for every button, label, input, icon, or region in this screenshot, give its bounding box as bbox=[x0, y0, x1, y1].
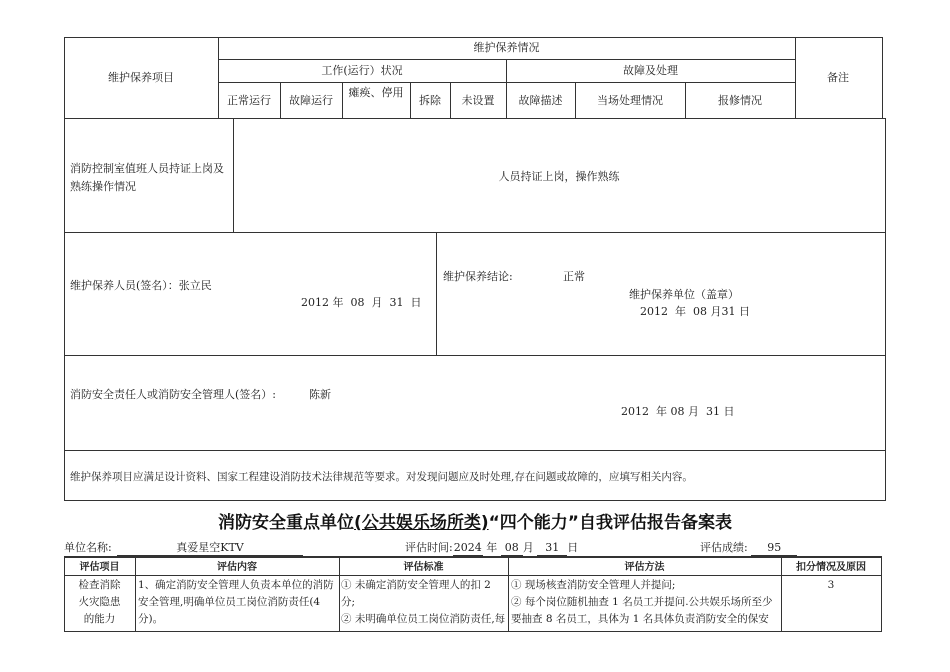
eval-project-line: 火灾隐患 bbox=[78, 596, 121, 608]
table-divider bbox=[64, 450, 886, 451]
eval-method-line: ② 每个岗位随机抽查 1 名员工并提问.公共娱乐场所至少 bbox=[511, 596, 773, 608]
row2-signer: 维护保养人员(签名）：张立民 bbox=[70, 279, 212, 292]
eval-method-line: ① 现场核查消防安全管理人并提问; bbox=[511, 579, 676, 591]
col-repair: 报修情况 bbox=[718, 94, 762, 107]
eval-project-cell bbox=[64, 577, 135, 628]
eval-year-suffix: 年 bbox=[486, 541, 498, 554]
row1-label: 消防控制室值班人员持证上岗及熟练操作情况 bbox=[70, 162, 224, 193]
title-suffix: “四个能力”自我评估报告备案表 bbox=[488, 513, 732, 533]
col-removed: 拆除 bbox=[419, 94, 441, 107]
table-divider bbox=[64, 232, 886, 233]
title-prefix: 消防安全重点单位 bbox=[218, 513, 355, 533]
unit-name-value: 真爱星空KTV bbox=[117, 541, 303, 556]
row2-conclusion-value: 正常 bbox=[563, 270, 585, 283]
eval-content-line: 分)。 bbox=[138, 613, 164, 625]
eval-standard-line: ① 未确定消防安全管理人的扣 2 bbox=[341, 579, 491, 591]
table-divider bbox=[64, 355, 886, 356]
row3-name: 陈新 bbox=[309, 388, 331, 401]
eval-day: 31 bbox=[537, 541, 567, 556]
eval-standard-line: 分; bbox=[341, 596, 356, 608]
eval-content-line: 安全管理,明确单位员工岗位消防责任(4 bbox=[138, 596, 321, 608]
row1-content: 人员持证上岗，操作熟练 bbox=[498, 170, 620, 183]
header-remarks: 备注 bbox=[827, 71, 849, 84]
eval-standard-line: ② 未明确单位员工岗位消防责任,每 bbox=[341, 613, 506, 625]
form-title bbox=[0, 508, 950, 533]
eval-method-line: 要抽查 8 名员工，具体为 1 名具体负责消防安全的保安 bbox=[511, 613, 769, 625]
eval-table-border-top bbox=[64, 556, 882, 558]
row2-signer-date: 2012 年 08 月 31 日 bbox=[301, 296, 422, 309]
table-divider bbox=[64, 118, 886, 119]
header-divider bbox=[795, 37, 796, 119]
eval-header-divider bbox=[64, 575, 882, 576]
row2-unit-label: 维护保养单位（盖章） bbox=[629, 288, 739, 301]
eval-col-deduction: 扣分情况及原因 bbox=[796, 562, 866, 573]
table-border-right bbox=[882, 37, 883, 119]
unit-name-label: 单位名称: bbox=[64, 541, 112, 554]
row-divider bbox=[436, 232, 437, 355]
table-border-bottom bbox=[64, 500, 886, 501]
row3-label: 消防安全责任人或消防安全管理人(签名）: bbox=[70, 388, 276, 401]
row2-unit-date: 2012 年 08 月31 日 bbox=[640, 305, 750, 318]
table-border-left bbox=[64, 37, 65, 501]
col-onsite: 当场处理情况 bbox=[597, 94, 663, 107]
eval-year: 2024 bbox=[453, 541, 482, 554]
header-situation: 维护保养情况 bbox=[473, 41, 540, 54]
eval-method-cell bbox=[511, 577, 773, 628]
header-item: 维护保养项目 bbox=[108, 71, 174, 84]
col-paralyzed: 瘫痪、停用 bbox=[348, 86, 404, 99]
eval-month: 08 bbox=[501, 541, 523, 556]
eval-standard-cell bbox=[341, 577, 505, 628]
eval-project-line: 检查消除 bbox=[78, 579, 121, 591]
eval-score bbox=[700, 541, 797, 556]
eval-content-cell bbox=[138, 577, 334, 628]
eval-deduction-value: 3 bbox=[827, 579, 835, 591]
eval-table-border-bottom bbox=[64, 631, 882, 632]
eval-col-standard: 评估标准 bbox=[403, 562, 444, 573]
table-border-top bbox=[64, 37, 882, 38]
eval-month-suffix: 月 bbox=[522, 541, 534, 554]
table-border-right bbox=[885, 118, 886, 501]
eval-score-label: 评估成绩: bbox=[700, 541, 748, 554]
col-fault-desc: 故障描述 bbox=[518, 94, 563, 107]
eval-col-project: 评估项目 bbox=[79, 562, 120, 573]
eval-content-line: 1、确定消防安全管理人负责本单位的消防 bbox=[138, 579, 334, 591]
row2-conclusion-label: 维护保养结论: bbox=[443, 270, 513, 283]
col-fault-running: 故障运行 bbox=[289, 94, 333, 107]
eval-col-line bbox=[881, 556, 882, 632]
note-text: 维护保养项目应满足设计资料、国家工程建设消防技术法律规范等要求。对发现问题应及时处理,存在问题或故障的，应填写相关内容。 bbox=[70, 471, 693, 483]
header-work-status: 工作(运行）状况 bbox=[321, 64, 403, 77]
unit-name-value-wrap bbox=[117, 541, 303, 556]
eval-col-content: 评估内容 bbox=[217, 562, 257, 573]
header-fault: 故障及处理 bbox=[623, 64, 678, 77]
eval-time-label: 评估时间: bbox=[405, 541, 453, 554]
col-normal: 正常运行 bbox=[227, 94, 271, 107]
eval-col-method: 评估方法 bbox=[624, 562, 665, 573]
col-not-set: 未设置 bbox=[461, 94, 495, 107]
eval-day-suffix: 日 bbox=[567, 541, 579, 554]
eval-score-value: 95 bbox=[751, 541, 797, 556]
eval-project-line: 的能力 bbox=[83, 613, 116, 625]
title-underlined: (公共娱乐场所类) bbox=[354, 513, 489, 533]
eval-time bbox=[405, 541, 578, 556]
row3-date: 2012 年 08 月 31 日 bbox=[621, 405, 735, 418]
